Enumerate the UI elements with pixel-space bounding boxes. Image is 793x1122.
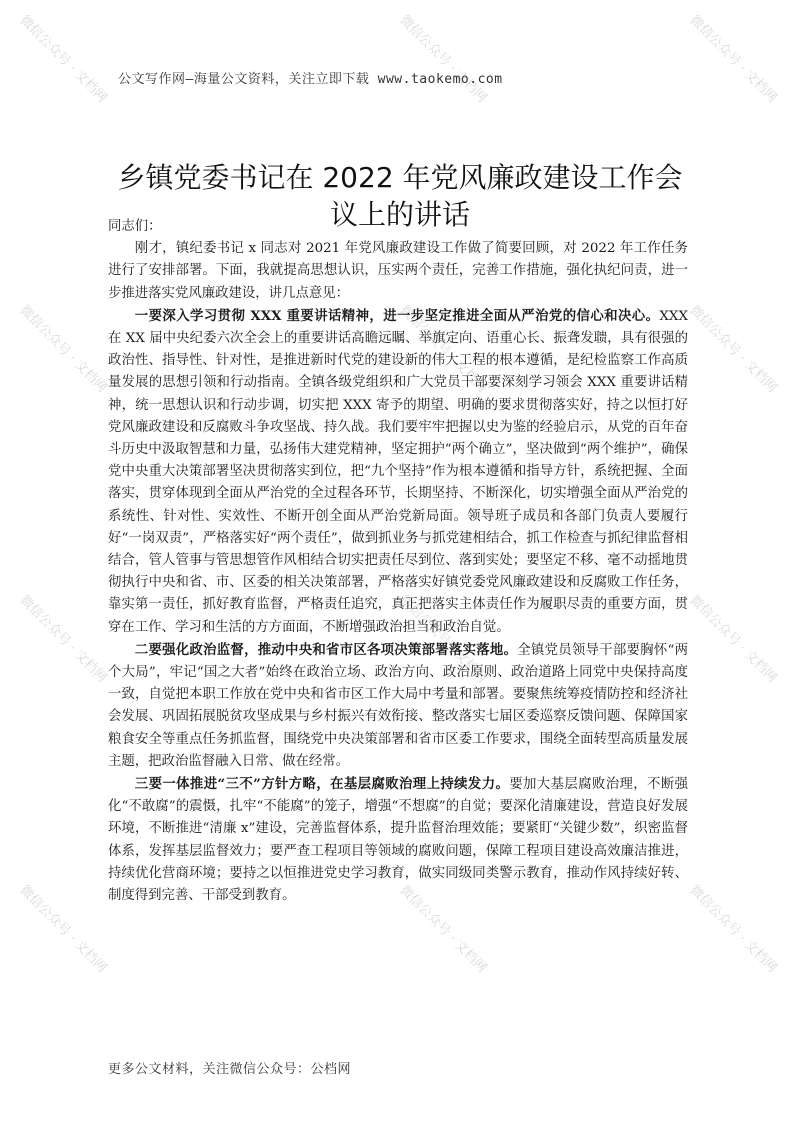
watermark: 微信公众号 · 文档网 <box>396 592 490 686</box>
salutation: 同志们： <box>108 219 162 234</box>
document-body <box>108 216 688 907</box>
watermark: 微信公众号 · 文档网 <box>686 592 780 686</box>
section-paragraph <box>108 773 688 907</box>
watermark: 微信公众号 · 文档网 <box>686 302 780 396</box>
watermark: 微信公众号 · 文档网 <box>16 302 110 396</box>
watermark: 微信公众号 · 文档网 <box>686 12 780 106</box>
section-heading: 二要强化政治监督，推动中央和省市区各项决策部署落实落地。 <box>134 641 518 658</box>
section-heading: 一要深入学习贯彻 XXX 重要讲话精神，进一步坚定推进全面从严治党的信心和决心。 <box>134 307 660 324</box>
watermark: 微信公众号 · 文档网 <box>16 882 110 976</box>
watermark: 微信公众号 · 文档网 <box>396 12 490 106</box>
title-line-1: 乡镇党委书记在 2022 年党风廉政建设工作会 <box>117 160 683 194</box>
watermark: 微信公众号 · 文档网 <box>16 12 110 106</box>
watermark: 微信公众号 · 文档网 <box>396 302 490 396</box>
page-header: 公文写作网—海量公文资料，关注立即下载 www.taokemo.com <box>118 72 503 87</box>
section-heading: 三要一体推进“三不”方针方略，在基层腐败治理上持续发力。 <box>134 776 510 793</box>
title-line-2: 议上的讲话 <box>329 197 470 231</box>
section-text: 要加大基层腐败治理，不断强化“不敢腐”的震慑，扎牢“不能腐”的笼子，增强“不想腐”的自觉；要深化清廉建设，营造良好发展环境，不断推进“清廉 x”建设，完善监督体系，提升监督治理效能；要紧盯“关键少数”，织密监督体系，发挥基层监督效力；要严查工程项目等领域的腐败问题，保障工程项目建设高效廉洁推进，持续优化营商环境；要持之以恒推进党史学习教育，做实同级同类警示教育，推动作风持续好转、制度得到完善、干部受到教育。 <box>108 777 688 904</box>
section-text: XXX 在 XX 届中央纪委六次全会上的重要讲话高瞻远瞩、举旗定向、语重心长、振聋发聩，具有很强的政治性、指导性、针对性，是推进新时代党的建设新的伟大工程的根本遵循，是纪检监察工作高质量发展的思想引领和行动指南。全镇各级党组织和广大党员干部要深刻学习领会 XXX 重要讲话精神，统一思想认识和行动步调，切实把 XXX 寄予的期望、明确的要求贯彻落实好，持之以恒打好党风廉政建设和反腐败斗争攻坚战、持久战。我们要牢牢把握以史为鉴的经验启示，从党的百年奋斗历史中汲取智慧和力量，弘扬伟大建党精神，坚定拥护“两个确立”，坚决做到“两个维护”，确保党中央重大决策部署坚决贯彻落实到位，把“九个坚持”作为根本遵循和指导方针，系统把握、全面落实，贯穿体现到全面从严治党的全过程各环节，长期坚持、不断深化，切实增强全面从严治党的系统性、针对性、实效性、不断开创全面从严治党新局面。领导班子成员和各部门负责人要履行好“一岗双责”，严格落实好“两个责任”，做到抓业务与抓党建相结合，抓工作检查与抓纪律监督相结合，管人管事与管思想管作风相结合切实把责任尽到位、落到实处；要坚定不移、毫不动摇地贯彻执行中央和省、市、区委的相关决策部署，严格落实好镇党委党风廉政建设和反腐败工作任务，靠实第一责任，抓好教育监督，严格责任追究，真正把落实主体责任作为履职尽责的重要方面，贯穿在工作、学习和生活的方方面面，不断增强政治担当和政治自觉。 <box>108 308 688 635</box>
section-text: 全镇党员领导干部要胸怀“两个大局”，牢记“国之大者”始终在政治立场、政治方向、政治原则、政治道路上同党中央保持高度一致，自觉把本职工作放在党中央和省市区工作大局中考量和部署。要聚焦统筹疫情防控和经济社会发展、巩固拓展脱贫攻坚成果与乡村振兴有效衔接、整改落实七届区委巡察反馈问题、保障国家粮食安全等重点任务抓监督，围绕党中央决策部署和省市区委工作要求，围绕全面转型高质量发展主题，把政治监督融入日常、做在经常。 <box>108 642 688 769</box>
watermark: 微信公众号 · 文档网 <box>16 592 110 686</box>
section-paragraph <box>108 305 688 639</box>
page-footer: 更多公文材料，关注微信公众号：公档网 <box>108 1062 352 1077</box>
intro-paragraph: 刚才，镇纪委书记 x 同志对 2021 年党风廉政建设工作做了简要回顾，对 2022 年工作任务进行了安排部署。下面，我就提高思想认识，压实两个责任，完善工作措施，强化执纪问责，进一步推进落实党风廉政建设，讲几点意见： <box>108 241 688 301</box>
watermark: 微信公众号 · 文档网 <box>396 882 490 976</box>
section-paragraph <box>108 639 688 773</box>
watermark: 微信公众号 · 文档网 <box>686 882 780 976</box>
